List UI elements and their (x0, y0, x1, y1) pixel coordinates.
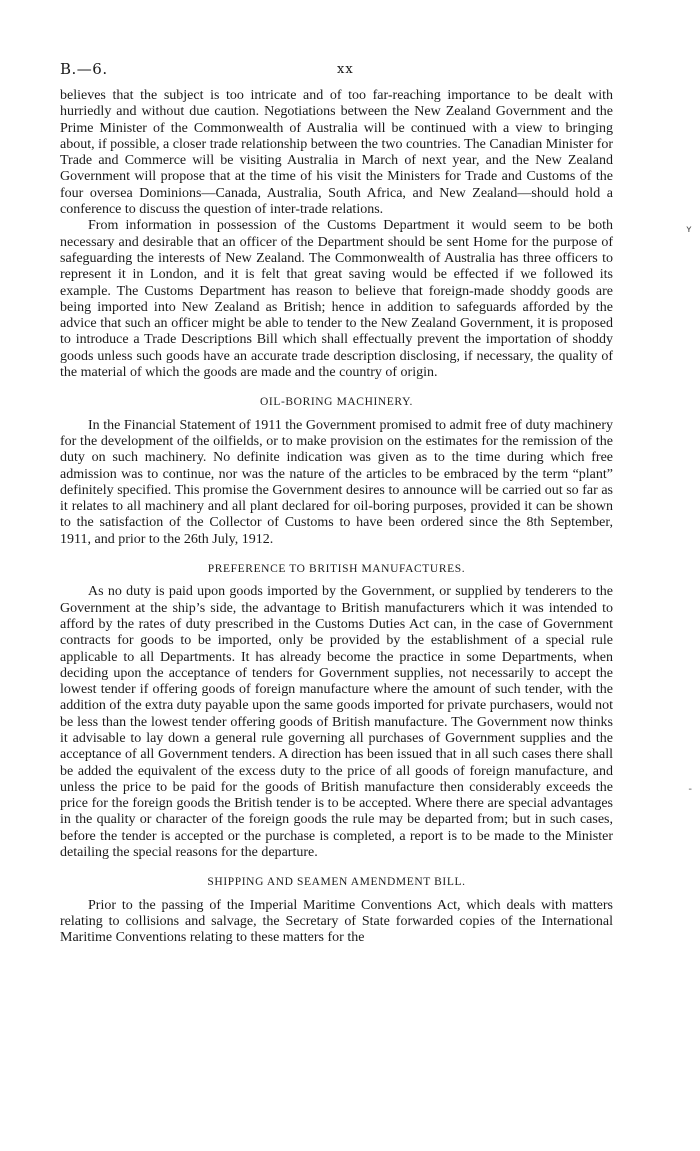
paragraph: In the Financial Statement of 1911 the Government promised to admit free of duty machinery for the development of the oilfields, or to make provision on the estimates for the remission of the duty on such machinery. No definite indication was given as to the time during which free admission was to continue, nor was the nature of the articles to be embraced by the term “plant” definitely specified. This promise the Government desires to announce will be carried out so far as it relates to all machinery and all plant declared for oil-boring purposes, provided it can be shown to the satisfaction of the Collector of Customs to have been ordered since the 8th September, 1911, and prior to the 26th July, 1912. (60, 417, 613, 547)
paragraph: As no duty is paid upon goods imported by the Government, or supplied by tenderers to the Government at the ship’s side, the advantage to British manufacturers which it was intended to afford by the rates of duty prescribed in the Customs Duties Act can, in the case of Government contracts for goods to be imported, only be provided by the establishment of a special rule applicable to all Departments. It has already become the practice in some Departments, when deciding upon the acceptance of tenders for Government supplies, not necessarily to accept the lowest tender if offering goods of foreign manufacture where the amount of such tender, with the addition of the extra duty payable upon the same goods imported for private purchasers, would not be less than the lowest tender offering goods of British manufacture. The Government now thinks it advisable to lay down a general rule governing all purchases of Government supplies and the acceptance of all Government tenders. A direction has been issued that in all such cases there shall be added the equivalent of the excess duty to the price of all goods of foreign manufacture, and unless the price to be paid for the goods of British manufacture then considerably exceeds the price for the foreign goods the British tender is to be accepted. Where there are special advantages in the quality or character of the foreign goods the rule may be departed from; but in such cases, before the tender is accepted or the purchase is completed, a report is to be made to the Minister detailing the special reasons for the departure. (60, 584, 613, 861)
document-body (60, 88, 613, 947)
paragraph: believes that the subject is too intricate and of too far-reaching importance to be dealt with hurriedly and without due caution. Negotiations between the New Zealand Government and the Prime Minister of the Commonwealth of Australia will be continued with a view to bringing about, if possible, a closer trade relationship between the two countries. The Canadian Minister for Trade and Commerce will be visiting Australia in March of next year, and the New Zealand Government will propose that at the time of his visit the Ministers for Trade and Customs of the four oversea Dominions—Canada, Australia, South Africa, and New Zealand—should hold a conference to discuss the question of inter-trade relations. (60, 88, 613, 218)
margin-mark: ʏ (685, 224, 692, 235)
document-page (60, 60, 613, 947)
page-number: xx (337, 62, 354, 77)
margin-mark: - (688, 784, 692, 795)
section-heading: PREFERENCE TO BRITISH MANUFACTURES. (207, 563, 466, 576)
section-heading: OIL-BORING MACHINERY. (260, 396, 413, 409)
report-reference: B.—6. (60, 60, 108, 78)
paragraph: Prior to the passing of the Imperial Maritime Conventions Act, which deals with matters relating to collisions and salvage, the Secretary of State forwarded copies of the International Maritime Conventions relating to these matters for the (60, 897, 613, 946)
paragraph: From information in possession of the Customs Department it would seem to be both necessary and desirable that an officer of the Department should be sent Home for the purpose of safeguarding the interests of New Zealand. The Commonwealth of Australia has three officers to represent it in London, and it is felt that great saving would be effected if we followed its example. The Customs Department has reason to believe that foreign-made shoddy goods are being imported into New Zealand as British; hence in addition to safeguards afforded by the advice that such an officer might be able to tender to the New Zealand Government, it is proposed to introduce a Trade Descriptions Bill which shall effectually prevent the importation of shoddy goods unless such goods have an accurate trade description disclosing, if necessary, the quality of the material of which the goods are made and the country of origin. (60, 218, 613, 381)
section-heading: SHIPPING AND SEAMEN AMENDMENT BILL. (207, 876, 466, 889)
page-header (60, 60, 613, 82)
